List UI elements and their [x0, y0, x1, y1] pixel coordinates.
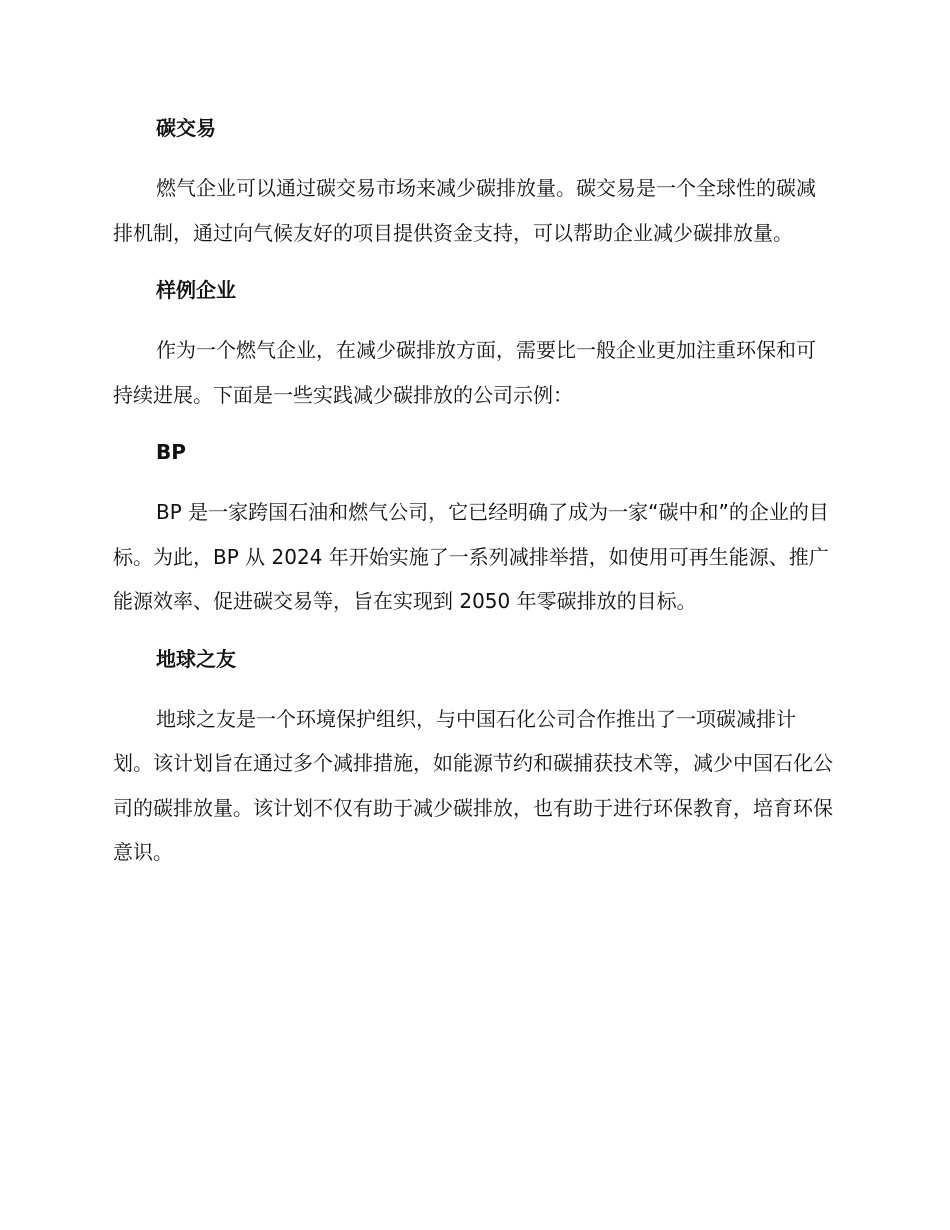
section-heading-friends-of-earth: 地球之友	[156, 646, 236, 671]
section-paragraph-carbon-trading: 燃气企业可以通过碳交易市场来减少碳排放量。碳交易是一个全球性的碳减排机制，通过向气候友好的项目提供资金支持，可以帮助企业减少碳排放量。	[113, 176, 816, 245]
document-body	[113, 110, 833, 875]
section-paragraph-bp: BP 是一家跨国石油和燃气公司，它已经明确了成为一家“碳中和”的企业的目标。为此，BP 从 2024 年开始实施了一系列减排举措，如使用可再生能源、推广能源效率、促进碳交易等，旨在实现到 2050 年零碳排放的目标。	[113, 500, 829, 613]
section-heading-carbon-trading: 碳交易	[156, 116, 216, 140]
section-paragraph-friends-of-earth: 地球之友是一个环境保护组织，与中国石化公司合作推出了一项碳减排计划。该计划旨在通过多个减排措施，如能源节约和碳捕获技术等，减少中国石化公司的碳排放量。该计划不仅有助于减少碳排放，也有助于进行环保教育，培育环保意识。	[113, 706, 833, 864]
section-paragraph-example-companies: 作为一个燃气企业，在减少碳排放方面，需要比一般企业更加注重环保和可持续进展。下面是一些实践减少碳排放的公司示例：	[113, 338, 816, 407]
section-heading-bp: BP	[156, 440, 186, 464]
section-heading-example-companies: 样例企业	[156, 278, 236, 302]
